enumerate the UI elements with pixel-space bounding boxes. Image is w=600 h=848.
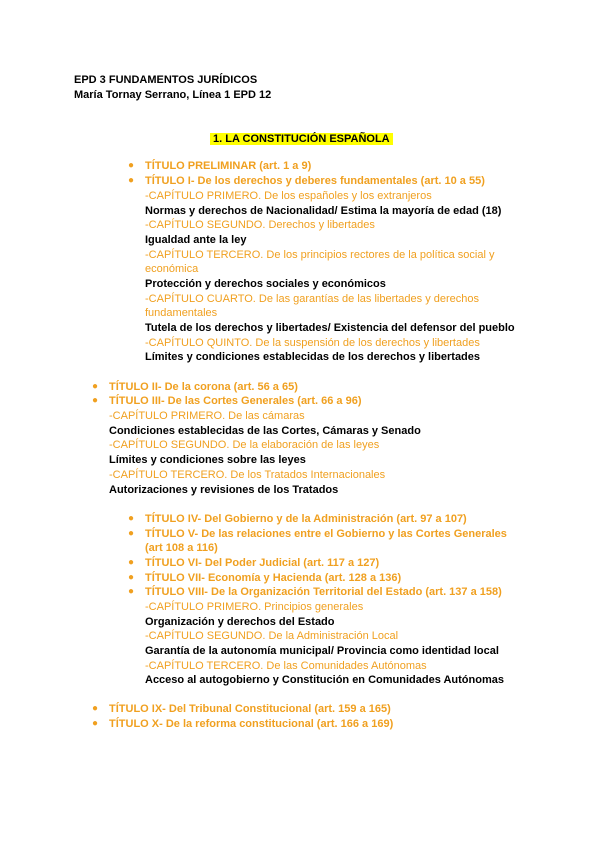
titulo-5-line1: TÍTULO V- De las relaciones entre el Gobierno y las Cortes Generales [145, 528, 507, 540]
bullet-icon: ● [92, 381, 99, 392]
bullet-icon: ● [92, 395, 99, 406]
titulo-3: TÍTULO III- De las Cortes Generales (art. 66 a 96) [109, 395, 362, 407]
doc-header-author: María Tornay Serrano, Línea 1 EPD 12 [74, 89, 272, 101]
t1-capitulo-4-summary: Tutela de los derechos y libertades/ Existencia del defensor del pueblo [145, 322, 515, 334]
titulo-10: TÍTULO X- De la reforma constitucional (art. 166 a 169) [109, 718, 394, 730]
titulo-4: TÍTULO IV- Del Gobierno y de la Administración (art. 97 a 107) [145, 513, 467, 525]
bullet-icon: ● [92, 703, 99, 714]
bullet-icon: ● [128, 557, 135, 568]
titulo-1: TÍTULO I- De los derechos y deberes fundamentales (art. 10 a 55) [145, 175, 485, 187]
t1-capitulo-3-summary: Protección y derechos sociales y económicos [145, 278, 386, 290]
titulo-9: TÍTULO IX- Del Tribunal Constitucional (art. 159 a 165) [109, 703, 391, 715]
titulo-6: TÍTULO VI- Del Poder Judicial (art. 117 a 127) [145, 557, 380, 569]
t3-capitulo-2-summary: Límites y condiciones sobre las leyes [109, 454, 306, 466]
titulo-2: TÍTULO II- De la corona (art. 56 a 65) [109, 381, 298, 393]
t8-capitulo-3-summary: Acceso al autogobierno y Constitución en Comunidades Autónomas [145, 674, 504, 686]
t3-capitulo-3-heading: -CAPÍTULO TERCERO. De los Tratados Internacionales [109, 469, 386, 481]
titulo-8: TÍTULO VIII- De la Organización Territorial del Estado (art. 137 a 158) [145, 586, 502, 598]
t1-capitulo-4-heading-line1: -CAPÍTULO CUARTO. De las garantías de las libertades y derechos [145, 293, 480, 305]
t1-capitulo-5-summary: Límites y condiciones establecidas de los derechos y libertades [145, 351, 481, 363]
t8-capitulo-1-summary: Organización y derechos del Estado [145, 616, 335, 628]
t3-capitulo-3-summary: Autorizaciones y revisiones de los Tratados [109, 484, 339, 496]
t1-capitulo-2-heading: -CAPÍTULO SEGUNDO. Derechos y libertades [145, 219, 375, 231]
t3-capitulo-1-heading: -CAPÍTULO PRIMERO. De las cámaras [109, 410, 305, 422]
titulo-5-line2: (art 108 a 116) [145, 542, 218, 554]
t8-capitulo-2-summary: Garantía de la autonomía municipal/ Provincia como identidad local [145, 645, 499, 657]
t8-capitulo-3-heading: -CAPÍTULO TERCERO. De las Comunidades Autónomas [145, 660, 427, 672]
bullet-icon: ● [92, 718, 99, 729]
titulo-7: TÍTULO VII- Economía y Hacienda (art. 128 a 136) [145, 572, 402, 584]
t8-capitulo-2-heading: -CAPÍTULO SEGUNDO. De la Administración Local [145, 630, 399, 642]
t1-capitulo-2-summary: Igualdad ante la ley [145, 234, 247, 246]
titulo-preliminar: TÍTULO PRELIMINAR (art. 1 a 9) [145, 160, 312, 172]
section-title-text: 1. LA CONSTITUCIÓN ESPAÑOLA [210, 133, 393, 145]
bullet-icon: ● [128, 586, 135, 597]
t8-capitulo-1-heading: -CAPÍTULO PRIMERO. Principios generales [145, 601, 364, 613]
bullet-icon: ● [128, 160, 135, 171]
bullet-icon: ● [128, 175, 135, 186]
bullet-icon: ● [128, 513, 135, 524]
bullet-icon: ● [128, 572, 135, 583]
section-title [210, 132, 393, 146]
bullet-icon: ● [128, 528, 135, 539]
t1-capitulo-5-heading: -CAPÍTULO QUINTO. De la suspensión de los derechos y libertades [145, 337, 480, 349]
doc-header-title: EPD 3 FUNDAMENTOS JURÍDICOS [74, 74, 258, 86]
t1-capitulo-3-heading-line2: económica [145, 263, 199, 275]
t1-capitulo-4-heading-line2: fundamentales [145, 307, 218, 319]
t1-capitulo-1-summary: Normas y derechos de Nacionalidad/ Estima la mayoría de edad (18) [145, 205, 502, 217]
t3-capitulo-1-summary: Condiciones establecidas de las Cortes, Cámaras y Senado [109, 425, 421, 437]
t3-capitulo-2-heading: -CAPÍTULO SEGUNDO. De la elaboración de las leyes [109, 439, 380, 451]
t1-capitulo-3-heading-line1: -CAPÍTULO TERCERO. De los principios rectores de la política social y [145, 249, 495, 261]
t1-capitulo-1-heading: -CAPÍTULO PRIMERO. De los españoles y los extranjeros [145, 190, 432, 202]
